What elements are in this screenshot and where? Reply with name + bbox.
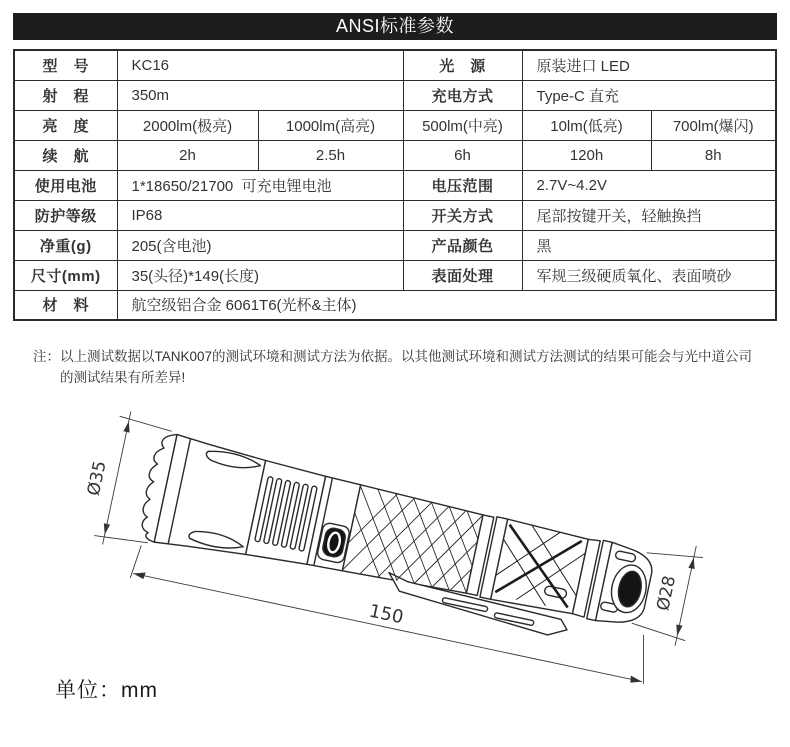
spec-value-range: 350m bbox=[117, 80, 403, 110]
runtime-high: 2.5h bbox=[258, 140, 403, 170]
table-row bbox=[14, 200, 776, 230]
flashlight-drawing-svg bbox=[0, 395, 790, 690]
brightness-level-mid: 500lm(中亮) bbox=[403, 110, 522, 140]
spec-label-voltage: 电压范围 bbox=[403, 170, 522, 200]
spec-label-size: 尺寸(mm) bbox=[14, 260, 117, 290]
runtime-mid: 6h bbox=[403, 140, 522, 170]
spec-label-protection: 防护等级 bbox=[14, 200, 117, 230]
spec-label-color: 产品颜色 bbox=[403, 230, 522, 260]
spec-table bbox=[13, 49, 777, 321]
flashlight-technical-drawing bbox=[0, 395, 790, 690]
spec-value-color: 黑 bbox=[522, 230, 776, 260]
table-row bbox=[14, 80, 776, 110]
dimension-length: 150 bbox=[367, 600, 406, 629]
spec-value-light-source: 原装进口 LED bbox=[522, 50, 776, 80]
spec-label-weight: 净重(g) bbox=[14, 230, 117, 260]
runtime-low: 120h bbox=[522, 140, 651, 170]
table-row bbox=[14, 50, 776, 80]
spec-label-brightness: 亮 度 bbox=[14, 110, 117, 140]
spec-label-switch: 开关方式 bbox=[403, 200, 522, 230]
runtime-turbo: 2h bbox=[117, 140, 258, 170]
runtime-strobe: 8h bbox=[651, 140, 776, 170]
table-row bbox=[14, 170, 776, 200]
table-row bbox=[14, 140, 776, 170]
test-disclaimer-note bbox=[33, 346, 773, 388]
brightness-level-low: 10lm(低亮) bbox=[522, 110, 651, 140]
spec-value-switch: 尾部按键开关，轻触换挡 bbox=[522, 200, 776, 230]
spec-value-battery: 1*18650/21700 可充电锂电池 bbox=[117, 170, 403, 200]
note-prefix: 注： bbox=[33, 349, 60, 364]
brightness-level-strobe: 700lm(爆闪) bbox=[651, 110, 776, 140]
spec-value-material: 航空级铝合金 6061T6(光杯&主体) bbox=[117, 290, 776, 320]
spec-value-weight: 205(含电池) bbox=[117, 230, 403, 260]
spec-value-model: KC16 bbox=[117, 50, 403, 80]
spec-label-battery: 使用电池 bbox=[14, 170, 117, 200]
spec-value-protection: IP68 bbox=[117, 200, 403, 230]
unit-label: 单位：mm bbox=[55, 679, 158, 702]
dimension-head-diameter: Ø35 bbox=[83, 459, 111, 498]
brightness-level-high: 1000lm(高亮) bbox=[258, 110, 403, 140]
table-row bbox=[14, 290, 776, 320]
brightness-level-turbo: 2000lm(极亮) bbox=[117, 110, 258, 140]
spec-label-range: 射 程 bbox=[14, 80, 117, 110]
spec-label-surface: 表面处理 bbox=[403, 260, 522, 290]
table-row bbox=[14, 230, 776, 260]
spec-value-voltage: 2.7V~4.2V bbox=[522, 170, 776, 200]
spec-value-size: 35(头径)*149(长度) bbox=[117, 260, 403, 290]
spec-label-material: 材 料 bbox=[14, 290, 117, 320]
page-title: ANSI标准参数 bbox=[13, 13, 777, 40]
note-text: 以上测试数据以TANK007的测试环境和测试方法为依据。以其他测试环境和测试方法测试的结果可能会与光中道公司的测试结果有所差异! bbox=[60, 349, 753, 385]
spec-label-light-source: 光 源 bbox=[403, 50, 522, 80]
spec-value-charging: Type-C 直充 bbox=[522, 80, 776, 110]
table-row bbox=[14, 110, 776, 140]
dimension-tail-diameter: Ø28 bbox=[653, 574, 681, 613]
spec-value-surface: 军规三级硬质氧化、表面喷砂 bbox=[522, 260, 776, 290]
spec-label-charging: 充电方式 bbox=[403, 80, 522, 110]
spec-label-runtime: 续 航 bbox=[14, 140, 117, 170]
table-row bbox=[14, 260, 776, 290]
spec-label-model: 型 号 bbox=[14, 50, 117, 80]
